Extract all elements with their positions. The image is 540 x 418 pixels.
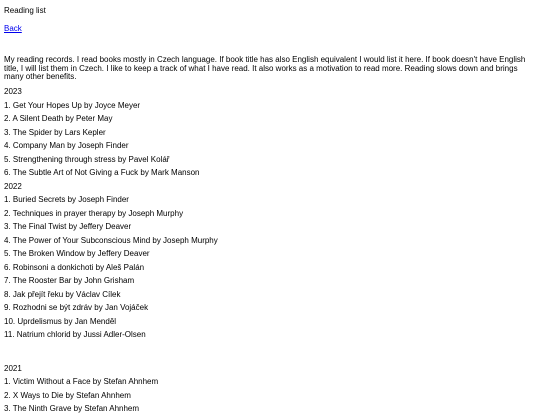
list-item: 2. A Silent Death by Peter May bbox=[4, 114, 113, 124]
page-title: Reading list bbox=[4, 6, 46, 15]
year-section-2022 bbox=[4, 182, 536, 344]
list-item: 8. Jak přejít řeku by Václav Cílek bbox=[4, 289, 121, 299]
reading-list bbox=[4, 87, 536, 418]
section-gap bbox=[4, 344, 536, 364]
year-section-2023 bbox=[4, 87, 536, 182]
year-heading: 2021 bbox=[4, 363, 22, 373]
list-item: 6. Robinsoni a donkichoti by Aleš Palán bbox=[4, 262, 145, 272]
year-section-2021 bbox=[4, 364, 536, 418]
list-item: 4. Company Man by Joseph Finder bbox=[4, 141, 129, 151]
year-heading: 2023 bbox=[4, 87, 22, 97]
list-item: 3. The Spider by Lars Kepler bbox=[4, 127, 106, 137]
list-item: 11. Natrium chlorid by Jussi Adler-Olsen bbox=[4, 330, 146, 340]
list-item: 2. X Ways to Die by Stefan Ahnhem bbox=[4, 390, 131, 400]
list-item: 1. Victim Without a Face by Stefan Ahnhem bbox=[4, 377, 159, 387]
list-item: 9. Rozhodni se být zdráv by Jan Vojáček bbox=[4, 303, 149, 313]
list-item: 5. Strengthening through stress by Pavel Kolář bbox=[4, 154, 170, 164]
intro-text: My reading records. I read books mostly in Czech language. If book title has also English equivalent I would list it here. If book doesn't have English title, I will list them in Czech. I like to keep a track of what I have read. It also works as a motivation to read more. Reading slows down and brings many other benefits. bbox=[4, 55, 526, 81]
list-item: 5. The Broken Window by Jeffery Deaver bbox=[4, 249, 150, 259]
list-item: 2. Techniques in prayer therapy by Joseph Murphy bbox=[4, 208, 184, 218]
list-item: 3. The Final Twist by Jeffery Deaver bbox=[4, 222, 132, 232]
year-heading: 2022 bbox=[4, 181, 22, 191]
list-item: 3. The Ninth Grave by Stefan Ahnhem bbox=[4, 404, 140, 414]
list-item: 6. The Subtle Art of Not Giving a Fuck by Mark Manson bbox=[4, 168, 200, 178]
list-item: 1. Buried Secrets by Joseph Finder bbox=[4, 195, 129, 205]
list-item: 1. Get Your Hopes Up by Joyce Meyer bbox=[4, 100, 141, 110]
list-item: 7. The Rooster Bar by John Grisham bbox=[4, 276, 135, 286]
back-link[interactable]: Back bbox=[4, 23, 22, 33]
list-item: 10. Uprdelismus by Jan Menděl bbox=[4, 316, 117, 326]
list-item: 4. The Power of Your Subconscious Mind by Joseph Murphy bbox=[4, 235, 218, 245]
